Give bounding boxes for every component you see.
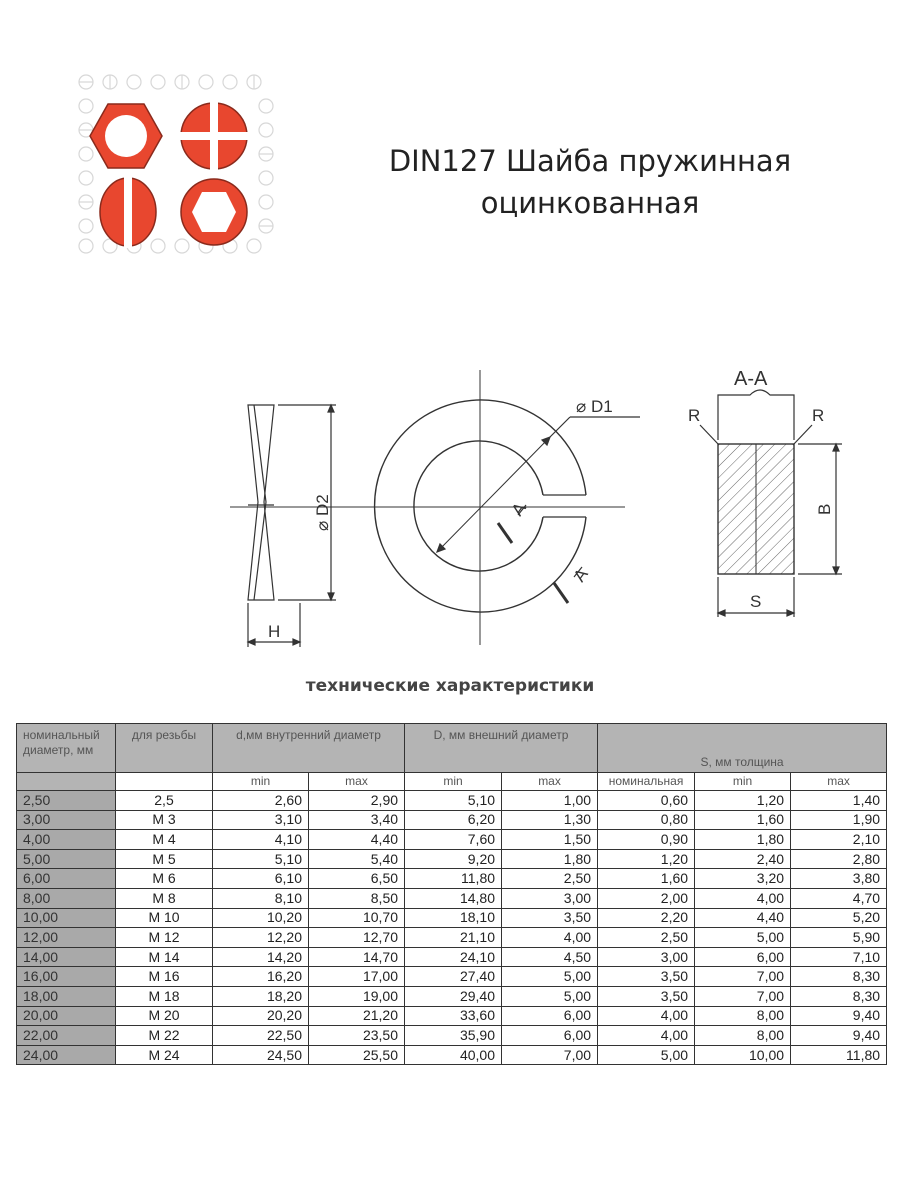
cell-outer-max: 1,80 [502,849,598,869]
table-row [17,791,887,811]
cell-outer-max: 2,50 [502,869,598,889]
table-row [17,986,887,1006]
cell-thread: М 20 [116,1006,213,1026]
cell-thread: М 14 [116,947,213,967]
slotted-screw-icon [100,176,156,248]
label-s: S [750,592,762,611]
cell-nominal: 10,00 [17,908,116,928]
cell-outer-min: 24,10 [405,947,502,967]
table-header-row [17,724,887,773]
cell-inner-max: 5,40 [309,849,405,869]
cell-thread: М 24 [116,1045,213,1065]
cell-nominal: 3,00 [17,810,116,830]
cell-thread: М 4 [116,830,213,850]
table-row [17,1026,887,1046]
cell-s-min: 7,00 [695,967,791,987]
cell-outer-min: 7,60 [405,830,502,850]
hex-nut-icon [90,104,162,168]
cell-nominal: 4,00 [17,830,116,850]
cell-nominal: 2,50 [17,791,116,811]
table-subheader-row [17,773,887,791]
cell-s-max: 1,40 [791,791,887,811]
cell-nominal: 5,00 [17,849,116,869]
cell-s-min: 10,00 [695,1045,791,1065]
cell-s-max: 2,80 [791,849,887,869]
subheader-outer-max: max [502,773,598,791]
cell-inner-max: 19,00 [309,986,405,1006]
cell-outer-min: 21,10 [405,928,502,948]
cell-inner-min: 4,10 [213,830,309,850]
table-row [17,849,887,869]
header-thickness: S, мм толщина [598,724,887,773]
cell-s-nominal: 4,00 [598,1026,695,1046]
cell-inner-max: 6,50 [309,869,405,889]
cell-outer-min: 18,10 [405,908,502,928]
cell-s-nominal: 2,20 [598,908,695,928]
label-d1: ⌀ D1 [576,397,613,416]
cell-inner-min: 2,60 [213,791,309,811]
cell-thread: М 8 [116,888,213,908]
cell-thread: М 6 [116,869,213,889]
cell-outer-min: 11,80 [405,869,502,889]
cell-outer-min: 35,90 [405,1026,502,1046]
cell-s-max: 4,70 [791,888,887,908]
cell-s-nominal: 2,50 [598,928,695,948]
header-inner: d,мм внутренний диаметр [213,724,405,773]
hex-socket-icon [181,179,247,245]
cell-s-max: 8,30 [791,986,887,1006]
cell-inner-max: 4,40 [309,830,405,850]
cell-outer-min: 14,80 [405,888,502,908]
cell-outer-min: 29,40 [405,986,502,1006]
cell-inner-min: 24,50 [213,1045,309,1065]
cell-s-min: 4,00 [695,888,791,908]
cell-inner-min: 18,20 [213,986,309,1006]
cell-nominal: 24,00 [17,1045,116,1065]
cell-s-nominal: 5,00 [598,1045,695,1065]
label-a-top: A [507,499,530,520]
cell-s-min: 6,00 [695,947,791,967]
table-row [17,967,887,987]
cell-outer-min: 5,10 [405,791,502,811]
cell-s-nominal: 3,50 [598,967,695,987]
cell-inner-max: 17,00 [309,967,405,987]
cell-inner-max: 2,90 [309,791,405,811]
cell-inner-max: 10,70 [309,908,405,928]
cell-nominal: 14,00 [17,947,116,967]
cell-s-max: 1,90 [791,810,887,830]
cell-s-min: 7,00 [695,986,791,1006]
cross-screw-icon [180,102,248,170]
cell-outer-max: 3,00 [502,888,598,908]
cell-nominal: 12,00 [17,928,116,948]
cell-outer-min: 6,20 [405,810,502,830]
label-h: H [268,622,281,641]
cell-s-min: 1,20 [695,791,791,811]
cell-thread: М 5 [116,849,213,869]
cell-s-max: 11,80 [791,1045,887,1065]
cell-outer-max: 1,00 [502,791,598,811]
cell-inner-min: 6,10 [213,869,309,889]
cell-outer-min: 33,60 [405,1006,502,1026]
cell-s-min: 8,00 [695,1006,791,1026]
cell-s-nominal: 0,60 [598,791,695,811]
table-row [17,928,887,948]
cell-outer-min: 40,00 [405,1045,502,1065]
table-row [17,869,887,889]
cell-inner-min: 14,20 [213,947,309,967]
cell-outer-max: 1,50 [502,830,598,850]
table-body [17,791,887,1065]
cell-inner-max: 21,20 [309,1006,405,1026]
cell-inner-max: 23,50 [309,1026,405,1046]
cell-inner-max: 3,40 [309,810,405,830]
cell-s-nominal: 2,00 [598,888,695,908]
cell-inner-min: 20,20 [213,1006,309,1026]
label-d2: ⌀ D2 [313,494,332,531]
cell-outer-max: 3,50 [502,908,598,928]
cell-s-min: 1,80 [695,830,791,850]
table-row [17,947,887,967]
cell-outer-max: 5,00 [502,986,598,1006]
cell-inner-min: 5,10 [213,849,309,869]
cell-s-nominal: 3,00 [598,947,695,967]
cell-inner-max: 12,70 [309,928,405,948]
cell-s-max: 7,10 [791,947,887,967]
cell-thread: М 10 [116,908,213,928]
cell-s-min: 5,00 [695,928,791,948]
title-line-2: оцинкованная [480,186,700,220]
cell-nominal: 18,00 [17,986,116,1006]
table-caption: технические характеристики [305,676,595,696]
cell-thread: М 22 [116,1026,213,1046]
cell-thread: М 18 [116,986,213,1006]
cell-s-nominal: 3,50 [598,986,695,1006]
cell-s-max: 9,40 [791,1006,887,1026]
header-thread: для резьбы [116,724,213,773]
cell-inner-max: 25,50 [309,1045,405,1065]
cell-nominal: 6,00 [17,869,116,889]
specs-table [16,723,887,1065]
subheader-inner-min: min [213,773,309,791]
subheader-outer-min: min [405,773,502,791]
cell-inner-min: 8,10 [213,888,309,908]
cell-outer-min: 27,40 [405,967,502,987]
header-outer: D, мм внешний диаметр [405,724,598,773]
title-line-1: DIN127 Шайба пружинная [388,144,792,178]
cell-s-max: 3,80 [791,869,887,889]
cell-s-nominal: 1,60 [598,869,695,889]
subheader-s-nominal: номинальная [598,773,695,791]
subheader-blank-2 [116,773,213,791]
table-row [17,1006,887,1026]
front-view [375,400,640,612]
cell-thread: М 3 [116,810,213,830]
page-title [330,140,850,224]
washer-drawing [230,355,860,660]
cell-s-max: 2,10 [791,830,887,850]
cell-outer-max: 4,00 [502,928,598,948]
table-row [17,888,887,908]
cell-s-nominal: 0,90 [598,830,695,850]
table-row [17,830,887,850]
cell-inner-max: 8,50 [309,888,405,908]
cell-outer-max: 5,00 [502,967,598,987]
cell-outer-max: 6,00 [502,1006,598,1026]
cell-s-min: 1,60 [695,810,791,830]
cell-inner-min: 10,20 [213,908,309,928]
cell-s-max: 5,90 [791,928,887,948]
table-row [17,908,887,928]
cell-s-max: 9,40 [791,1026,887,1046]
header-nominal: номинальный диаметр, мм [17,724,116,773]
cell-inner-min: 3,10 [213,810,309,830]
cell-nominal: 20,00 [17,1006,116,1026]
cell-s-min: 8,00 [695,1026,791,1046]
label-a-bottom: A [569,565,592,586]
subheader-s-min: min [695,773,791,791]
cell-s-min: 3,20 [695,869,791,889]
cell-s-min: 2,40 [695,849,791,869]
cell-s-min: 4,40 [695,908,791,928]
cell-thread: М 12 [116,928,213,948]
table-row [17,1045,887,1065]
cell-s-max: 5,20 [791,908,887,928]
cell-nominal: 8,00 [17,888,116,908]
subheader-blank-1 [17,773,116,791]
label-r-left: R [688,406,701,425]
cell-s-nominal: 0,80 [598,810,695,830]
table-row [17,810,887,830]
cell-outer-max: 1,30 [502,810,598,830]
cell-thread: 2,5 [116,791,213,811]
cell-outer-min: 9,20 [405,849,502,869]
cell-outer-max: 7,00 [502,1045,598,1065]
cell-thread: М 16 [116,967,213,987]
cell-s-nominal: 1,20 [598,849,695,869]
cell-outer-max: 4,50 [502,947,598,967]
label-r-right: R [812,406,825,425]
cell-outer-max: 6,00 [502,1026,598,1046]
cell-inner-min: 12,20 [213,928,309,948]
cell-s-nominal: 4,00 [598,1006,695,1026]
subheader-s-max: max [791,773,887,791]
cell-s-max: 8,30 [791,967,887,987]
cell-inner-min: 16,20 [213,967,309,987]
label-b: B [815,503,834,515]
cell-nominal: 16,00 [17,967,116,987]
brand-logo [76,72,276,256]
cell-inner-max: 14,70 [309,947,405,967]
label-aa: A-A [734,368,768,390]
cell-nominal: 22,00 [17,1026,116,1046]
subheader-inner-max: max [309,773,405,791]
cell-inner-min: 22,50 [213,1026,309,1046]
